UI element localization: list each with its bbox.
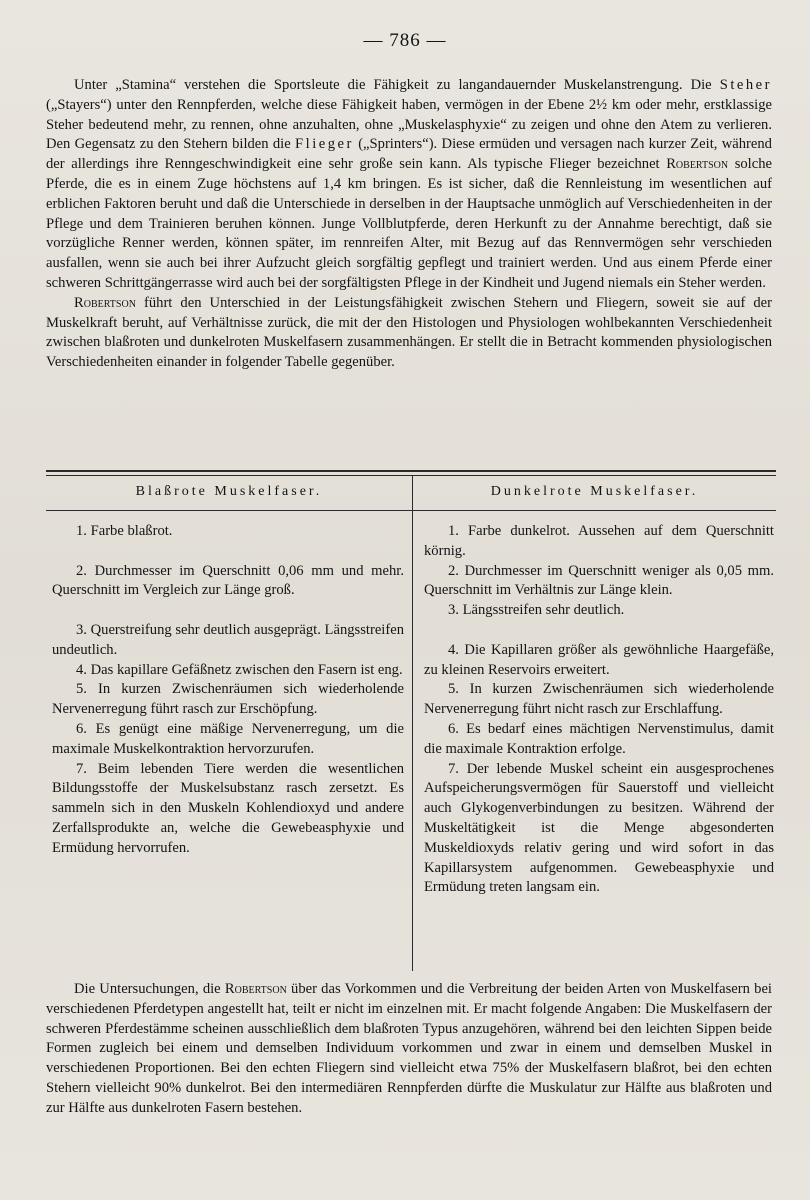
pale-fiber-item: 2. Durchmesser im Querschnitt 0,06 mm und mehr. Querschnitt im Vergleich zur Länge groß.: [52, 562, 404, 599]
author-name: Robertson: [666, 156, 729, 173]
table-header-rule: [46, 510, 776, 511]
comparison-table: [46, 470, 776, 970]
outro-section: [46, 980, 772, 1119]
column-header-pale-fiber: Blaßrote Muskelfaser.: [135, 484, 323, 499]
pale-fiber-item: 4. Das kapillare Gefäßnetz zwischen den Fasern ist eng.: [76, 661, 403, 678]
author-name: Robertson: [224, 981, 287, 997]
dark-fiber-item: 4. Die Kapillaren größer als gewöhnliche Haargefäße, zu kleinen Reservoirs erweitert.: [424, 641, 774, 678]
pale-fiber-item: 7. Beim lebenden Tiere werden die wesentlichen Bildungsstoffe der Muskelsubstanz rasch zersetzt. Es sammeln sich in den Muskeln Kohlendioxyd und andere Zerfallsprodukte an, welche die Gewebeasphyxie und Ermüdung hervorrufen.: [52, 760, 404, 856]
dark-fiber-item: 7. Der lebende Muskel scheint ein ausgesprochenes Aufspeicherungsvermögen für Sauerstoff und vielleicht auch Glykogenverbindungen zu besitzen. Während der Muskeltätigkeit ist die Menge abgesonderten Muskeldioxyds relativ gering und wird sofort in das Kapillarsystem aufgenommen. Gewebeasphyxie und Ermüdung treten langsam ein.: [424, 760, 774, 896]
dark-fiber-item: 6. Es bedarf eines mächtigen Nervenstimulus, damit die maximale Kontraktion erfolge.: [424, 720, 774, 757]
dark-fiber-column: [424, 522, 774, 898]
intro-text-a: Unter „Stamina“ verstehen die Sportsleute die Fähigkeit zu langandauernder Muskelanstrengung. Die: [74, 77, 720, 93]
pale-fiber-column: [52, 522, 404, 859]
pale-fiber-item: 5. In kurzen Zwischenräumen sich wiederholende Nervenerregung führt rasch zur Erschöpfung.: [52, 681, 404, 718]
pale-fiber-item: 1. Farbe blaßrot.: [76, 523, 173, 539]
table-top-rule-thin: [46, 475, 776, 476]
intro-text-e: führt den Unterschied in der Leistungsfähigkeit zwischen Stehern und Fliegern, soweit sie auf der Muskelkraft beruht, auf Verhältnisse zurück, die mit der den Histologen und Physiologen wohlbekannten Verschiedenheit zwischen blaßroten und dunkelroten Muskelfasern zusammenhängen. Er stellt die in Betracht kommenden physiologischen Verschiedenheiten einander in folgender Tabelle gegenüber.: [46, 294, 772, 371]
table-column-divider: [412, 476, 413, 971]
dark-fiber-item: 1. Farbe dunkelrot. Aussehen auf dem Querschnitt körnig.: [424, 523, 774, 559]
term-steher: Steher: [719, 77, 772, 93]
pale-fiber-item: 6. Es genügt eine mäßige Nervenerregung, um die maximale Muskelkontraktion hervorzurufen.: [52, 720, 404, 757]
outro-text-a: Die Untersuchungen, die: [74, 981, 225, 997]
dark-fiber-item: 2. Durchmesser im Querschnitt weniger als 0,05 mm. Querschnitt im Verhältnis zur Länge klein.: [424, 562, 774, 599]
intro-section: [46, 76, 772, 373]
intro-text-c: („Sprinters“). Diese ermüden und versagen nach kurzer Zeit, während der allerdings ihre Renngeschwindigkeit eine sehr große sein kann. Als typische Flieger bezeichnet: [46, 136, 772, 173]
author-name: Robertson: [74, 294, 136, 311]
column-header-dark-fiber: Dunkelrote Muskelfaser.: [490, 484, 699, 499]
term-flieger: Flieger: [295, 136, 354, 153]
intro-text-b: („Stayers“) unter den Rennpferden, welche diese Fähigkeit haben, vermögen in der Ebene 2½ km oder mehr, erstklassige Steher bedeutend mehr, zu rennen, ohne anzuhalten, ohne „Muskelasphyxie“ zu zeigen und ohne den Atem zu verlieren. Den Gegensatz zu den Stehern bilden die: [46, 96, 772, 153]
dark-fiber-item: 3. Längsstreifen sehr deutlich.: [448, 602, 625, 619]
outro-paragraph: [46, 980, 772, 1119]
page-number: — 786 —: [363, 30, 447, 51]
outro-text-b: über das Vorkommen und die Verbreitung der beiden Arten von Muskelfasern bei verschiedenen Pferdetypen angestellt hat, teilt er nicht im einzelnen mit. Er macht folgende Angaben: Die Muskelfasern der schweren Pferdestämme scheinen ausschließlich dem blaßroten Typus anzugehören, während bei den leichten Sippen beide Formen zugleich bei einem und demselben Individuum vorkommen und zwar in einem und demselben Muskel in verschiedenen Proportionen. Bei den echten Fliegern sind vielleicht etwa 75% der Muskelfasern blaßrot, bei den echten Stehern vielleicht 90% dunkelrot. Bei den intermediären Rennpferden dürfte die Muskulatur zur Hälfte aus blaßroten und zur Hälfte aus dunkelroten Fasern bestehen.: [46, 981, 772, 1116]
dark-fiber-item: 5. In kurzen Zwischenräumen sich wiederholende Nervenerregung führt nicht rasch zur Erschlaffung.: [424, 681, 774, 718]
pale-fiber-item: 3. Querstreifung sehr deutlich ausgeprägt. Längsstreifen undeutlich.: [52, 621, 404, 658]
table-top-rule: [46, 470, 776, 472]
intro-paragraph-1: [46, 76, 772, 294]
intro-text-d: solche Pferde, die es in einem Zuge höchstens auf 1,4 km bringen. Es ist sicher, daß die Rennleistung im wesentlichen auf erblichen Faktoren beruht und daß die Unterschiede in derselben in der Hauptsache unmöglich auf Verschiedenheiten in der Pflege und dem Trainieren beruhen können. Junge Vollblutpferde, deren Herkunft zu der Annahme berechtigt, daß sie vorzügliche Renner werden, können später, im rennreifen Alter, mit Bezug auf das Rennvermögen sehr verschieden ausfallen, wenn sie auch bei ihrer Aufzucht gleich sorgfältig gepflegt und trainiert werden. Und aus einem Pferde einer schweren Schrittgängerrasse wird auch bei der sorgfältigsten Pflege in der Kindheit und Jugend niemals ein Steher werden.: [46, 156, 772, 291]
intro-paragraph-2: [46, 294, 772, 373]
